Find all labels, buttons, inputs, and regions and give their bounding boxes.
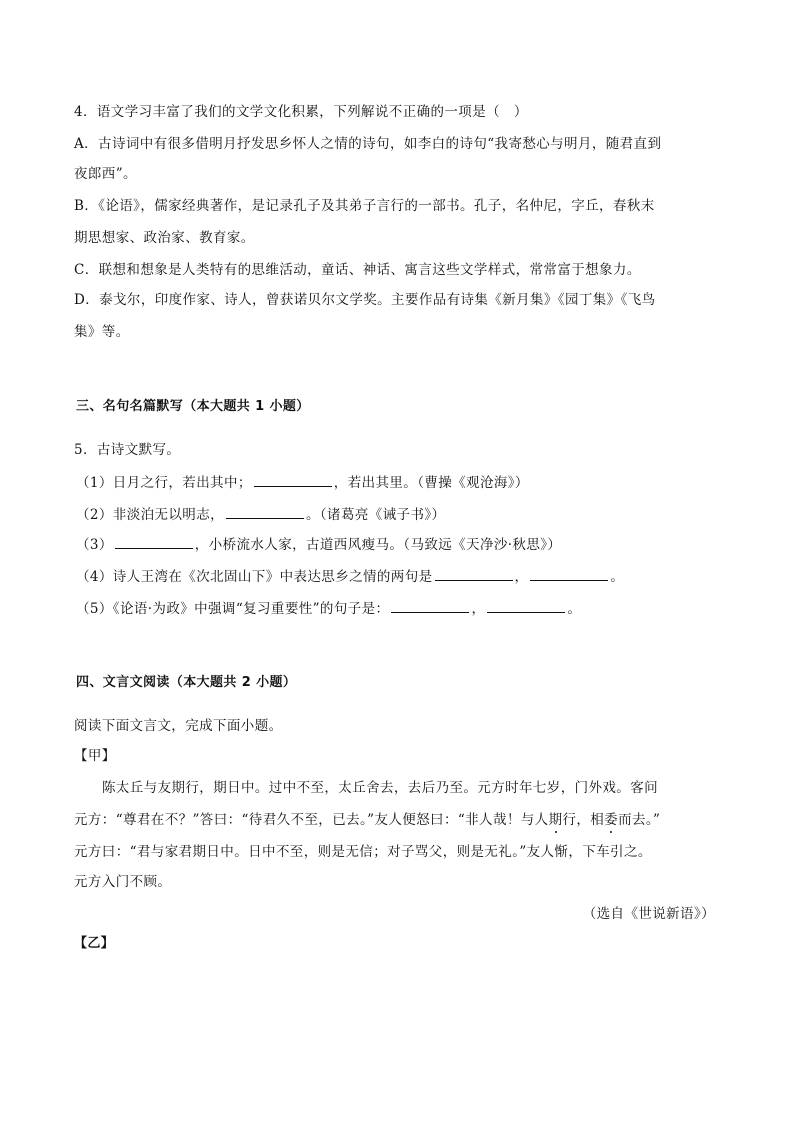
answer-blank[interactable] [487,598,565,613]
section-4-heading: 四、文言文阅读（本大题共 2 小题） [76,675,297,690]
q5-item-5-text-a: （5）《论语·为政》中强调“复习重要性”的句子是： [76,601,390,617]
q5-item-2-text-b: 。（诸葛亮《诫子书》） [306,507,446,523]
answer-blank[interactable] [391,598,469,613]
passage-line-4: 元方入门不顾。 [74,874,172,890]
answer-blank[interactable] [115,534,193,549]
q5-item-3-text-a: （3） [76,537,113,553]
option-a-line2: 夜郎西”。 [74,166,137,182]
answer-blank[interactable] [530,566,608,581]
answer-blank[interactable] [226,504,304,519]
question-5-stem: 5．古诗文默写。 [74,442,181,458]
q5-item-1-text-b: ，若出其里。（曹操《观沧海》） [333,475,529,491]
answer-blank[interactable] [254,472,332,487]
q5-item-4-comma: ， [514,569,529,585]
emphasis-char: 委 [604,812,619,828]
passage-line-2-text-c: 而去。” [618,812,661,828]
q5-item-4-period: 。 [610,569,625,585]
q5-item-5 [76,598,581,619]
option-b-line1: B．《论语》，儒家经典著作，是记录孔子及其弟子言行的一部书。孔子，名仲尼，字丘，春秋末 [74,198,655,214]
passage-line-1: 陈太丘与友期行，期日中。过中不至，太丘舍去，去后乃至。元方时年七岁，门外戏。客问 [102,780,658,796]
section-3-heading: 三、名句名篇默写（本大题共 1 小题） [76,399,310,414]
q5-item-2 [76,504,445,525]
q5-item-1 [76,472,529,493]
passage-line-2 [74,810,660,830]
option-d-line1: D．泰戈尔，印度作家、诗人，曾获诺贝尔文学奖。主要作品有诗集《新月集》《园丁集》《飞鸟 [74,292,656,308]
q5-item-5-comma: ， [471,601,486,617]
option-a-line1: A．古诗词中有很多借明月抒发思乡怀人之情的诗句，如李白的诗句“我寄愁心与明月，随君直到 [74,136,662,152]
question-4-stem: 4．语文学习丰富了我们的文学文化积累，下列解说不正确的一项是（ ） [74,104,528,120]
passage-line-2-text-a: 元方：“尊君在不？”答曰：“待君久不至，已去。”友人便怒曰：“非人哉！与人 [74,812,549,828]
passage-source: （选自《世说新语》） [582,906,715,922]
q5-item-1-text-a: （1）日月之行，若出其中； [76,475,252,491]
q5-item-3 [76,534,561,555]
emphasis-char: 期 [548,812,563,828]
q5-item-5-period: 。 [567,601,582,617]
answer-blank[interactable] [435,566,513,581]
passage-line-2-text-b: 行，相 [562,812,605,828]
passage-line-3: 元方曰：“君与家君期日中。日中不至，则是无信；对子骂父，则是无礼。”友人惭，下车引之。 [74,844,652,860]
option-c-line1: C．联想和想象是人类特有的思维活动，童话、神话、寓言这些文学样式，常常富于想象力。 [74,262,641,278]
q5-item-4 [76,566,624,587]
q5-item-3-text-b: ，小桥流水人家，古道西风瘦马。（马致远《天净沙·秋思》） [194,537,562,553]
q5-item-4-text-a: （4）诗人王湾在《次北固山下》中表达思乡之情的两句是 [76,569,433,585]
passage-yi-label: 【乙】 [74,936,115,951]
reading-intro: 阅读下面文言文，完成下面小题。 [74,718,283,734]
option-b-line2: 期思想家、政治家、教育家。 [74,230,255,246]
option-d-line2: 集》等。 [74,324,130,340]
q5-item-2-text-a: （2）非淡泊无以明志， [76,507,224,523]
passage-jia-label: 【甲】 [74,748,116,764]
